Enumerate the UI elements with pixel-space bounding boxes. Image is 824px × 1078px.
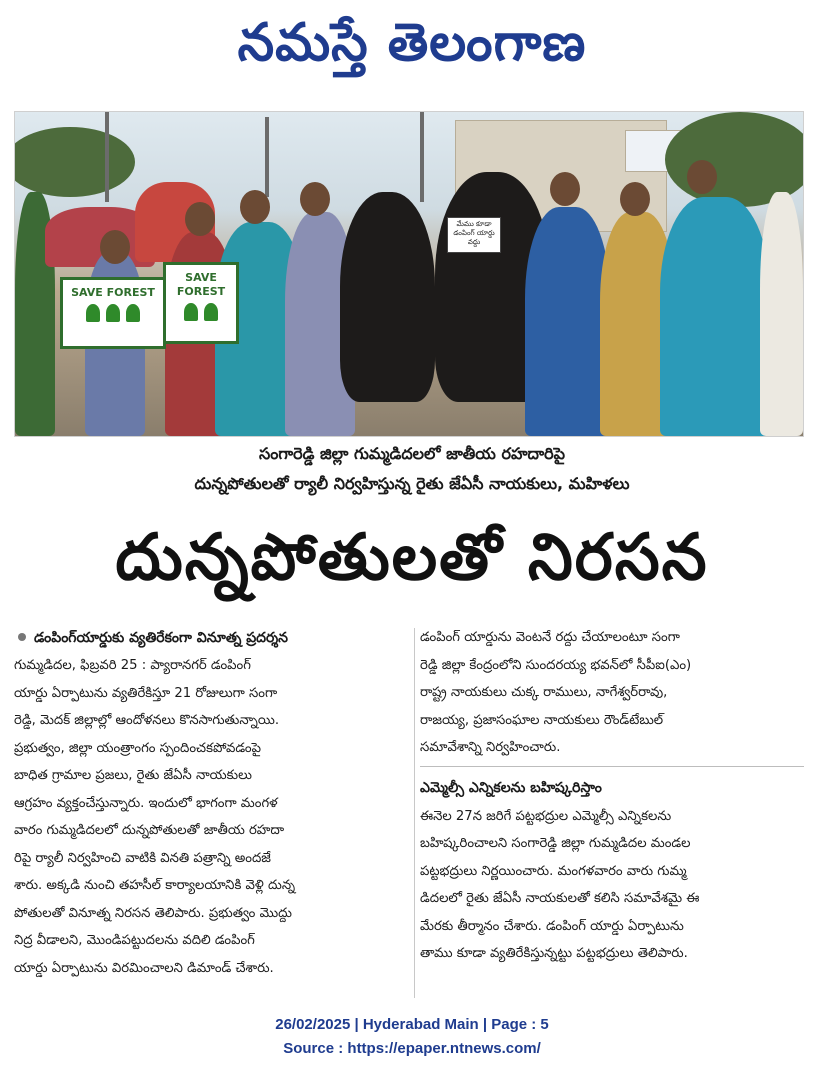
bullet-icon	[18, 633, 26, 641]
section-subhead: ఎమ్మెల్సీ ఎన్నికలను బహిష్కరిస్తాం	[420, 779, 602, 796]
woman-cyan-saree	[660, 197, 770, 436]
article-headline: దున్నపోతులతో నిరసన	[115, 521, 709, 595]
article-line: గుమ్మడిదల, ఫిబ్రవరి 25 : ప్యారానగర్ డంపింగ్	[14, 658, 251, 673]
article-line: తాము కూడా వ్యతిరేకిస్తున్నట్టు పట్టభద్రులు తెలిపారు.	[420, 946, 688, 961]
pole	[265, 117, 269, 197]
buffalo	[340, 192, 435, 402]
footer-date-edition: 26/02/2025 | Hyderabad Main | Page : 5	[275, 1016, 549, 1033]
article-line: శారు. అక్కడి నుంచి తహసీల్ కార్యాలయానికి వెళ్లి దున్న	[14, 878, 296, 893]
article-line: బహిష్కరించాలని సంగారెడ్డి జిల్లా గుమ్మడిదల మండల	[420, 836, 691, 851]
child-head	[100, 230, 130, 264]
article-subhead	[14, 624, 412, 652]
man-white-shirt	[760, 192, 803, 436]
article-line: రాజయ్య, ప్రజాసంఘాల నాయకులు రౌండ్‌టేబుల్	[420, 712, 664, 728]
article-column-right	[420, 624, 804, 968]
subhead-text: డంపింగ్‌యార్డుకు వ్యతిరేకంగా వినూత్న ప్రదర్శన	[34, 630, 288, 646]
head	[620, 182, 650, 216]
article-line: పోతులతో వినూత్న నిరసన తెలిపారు. ప్రభుత్వం మొద్దు	[14, 905, 292, 921]
tree-icon	[204, 303, 218, 321]
article-line: సమావేశాన్ని నిర్వహించారు.	[420, 740, 561, 755]
footer-source: Source : https://epaper.ntnews.com/	[283, 1040, 541, 1057]
placard-text: SAVE FOREST	[176, 271, 226, 298]
article-line: రెడ్డి, మెదక్ జిల్లాల్లో ఆందోళనలు కొనసాగుతున్నాయి.	[14, 713, 280, 728]
tree	[14, 127, 135, 197]
article-line: బాధిత గ్రామాల ప్రజలు, రైతు జేఏసీ నాయకులు	[14, 768, 252, 783]
article-line: ఆగ్రహం వ్యక్తంచేస్తున్నారు. ఇందులో భాగంగా మంగళ	[14, 795, 278, 811]
news-photo	[14, 111, 804, 437]
article-line: యార్డు ఏర్పాటును వ్యతిరేకిస్తూ 21 రోజులుగా సంగా	[14, 685, 278, 701]
article-line: డంపింగ్ యార్డును వెంటనే రద్దు చేయాలంటూ సంగా	[420, 630, 680, 645]
article-line: పట్టభద్రులు నిర్ణయించారు. మంగళవారం వారు గుమ్మ	[420, 863, 687, 879]
article-line: వారం గుమ్మడిదలలో దున్నపోతులతో జాతీయ రహదా	[14, 823, 285, 838]
article-line: రిపై ర్యాలీ నిర్వహించి వాటికి వినతి పత్రాన్ని అందజే	[14, 850, 271, 866]
article-line: ప్రభుత్వం, జిల్లా యంత్రాంగం స్పందించకపోవడంపై	[14, 740, 261, 756]
article-line: మేరకు తీర్మానం చేశారు. డంపింగ్ యార్డు ఏర్పాటును	[420, 918, 684, 934]
tree-icon	[106, 304, 120, 322]
article-line: రాష్ట్ర నాయకులు చుక్క రాములు, నాగేశ్వర్‌రావు,	[420, 685, 668, 700]
photo-caption-line-1: సంగారెడ్డి జిల్లా గుమ్మడిదలలో జాతీయ రహదారిపై	[259, 444, 565, 463]
article-line: యార్డు ఏర్పాటును విరమించాలని డిమాండ్ చేశారు.	[14, 960, 274, 976]
article-column-left	[14, 624, 412, 982]
protest-sign: మేము కూడా డంపింగ్ యార్డు వద్దు	[447, 217, 501, 253]
article-line: నిద్ర వీడాలని, మొండిపట్టుదలను వదిలి డంపింగ్	[14, 933, 255, 948]
pole	[420, 112, 424, 202]
head	[550, 172, 580, 206]
masthead-title: నమస్తే తెలంగాణ	[237, 12, 587, 73]
head	[300, 182, 330, 216]
save-forest-placard	[60, 277, 166, 349]
column-divider	[414, 628, 415, 998]
tree-icon	[86, 304, 100, 322]
photo-caption-line-2: దున్నపోతులతో ర్యాలీ నిర్వహిస్తున్న రైతు జేఏసీ నాయకులు, మహిళలు	[194, 474, 630, 493]
pole	[105, 112, 109, 202]
woman-blue-saree	[525, 207, 610, 436]
save-forest-placard	[163, 262, 239, 344]
article-line: డిదలలో రైతు జేఏసీ నాయకులతో కలిసి సమావేశమై ఈ	[420, 891, 700, 906]
child-head	[185, 202, 215, 236]
section-divider	[420, 766, 804, 767]
article-line: రెడ్డి జిల్లా కేంద్రంలోని సుందరయ్య భవన్‌లో సీపీఐ(ఎం)	[420, 657, 692, 673]
tree-icon	[184, 303, 198, 321]
article-line: ఈనెల 27న జరిగే పట్టభద్రుల ఎమ్మెల్సీ ఎన్నికలను	[420, 808, 672, 824]
head	[240, 190, 270, 224]
placard-text: SAVE FOREST	[71, 286, 155, 299]
head	[687, 160, 717, 194]
tree-icon	[126, 304, 140, 322]
